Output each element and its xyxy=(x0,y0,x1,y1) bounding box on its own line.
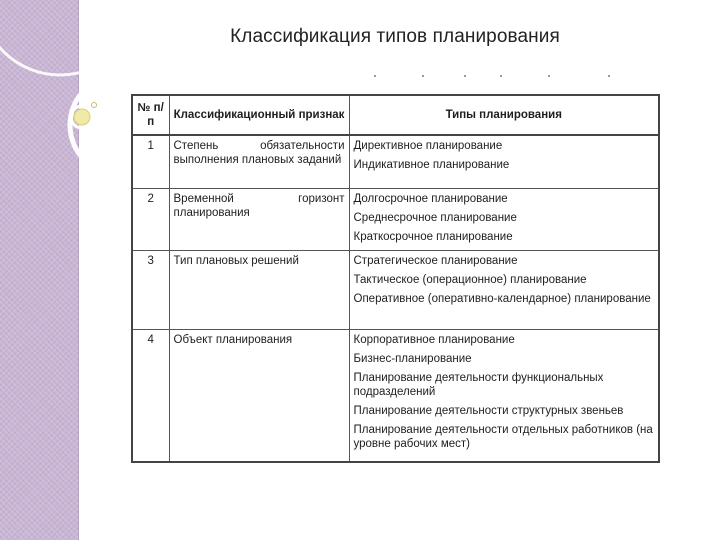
header-types: Типы планирования xyxy=(349,95,659,135)
type-item: Краткосрочное планирование xyxy=(353,231,513,243)
type-item: Бизнес-планирование xyxy=(353,353,472,365)
row-number: 1 xyxy=(132,135,169,189)
row-number: 3 xyxy=(132,251,169,330)
type-item: Оперативное (оперативно-календарное) планирование xyxy=(353,293,651,305)
table-row xyxy=(132,251,659,330)
row-types xyxy=(349,135,659,189)
row-types xyxy=(349,330,659,463)
header-criterion: Классификационный признак xyxy=(169,95,349,135)
type-item: Стратегическое планирование xyxy=(353,255,518,267)
row-types xyxy=(349,189,659,251)
type-item: Долгосрочное планирование xyxy=(353,193,508,205)
row-criterion: Объект планирования xyxy=(169,330,349,463)
row-criterion: Степень обязательности выполнения плановых заданий xyxy=(169,135,349,189)
type-item: Директивное планирование xyxy=(353,140,503,152)
table-row xyxy=(132,189,659,251)
type-item: Корпоративное планирование xyxy=(353,334,515,346)
table-row xyxy=(132,135,659,189)
type-item: Планирование деятельности функциональных подразделений xyxy=(353,372,604,398)
planning-types-table xyxy=(131,94,660,463)
type-item: Планирование деятельности структурных звеньев xyxy=(353,405,624,417)
type-item: Тактическое (операционное) планирование xyxy=(353,274,587,286)
decorative-side-band xyxy=(0,0,79,540)
deco-dot-small xyxy=(92,103,97,108)
table-header-row xyxy=(132,95,659,135)
type-item: Среднесрочное планирование xyxy=(353,212,517,224)
page-title: Классификация типов планирования xyxy=(230,26,560,47)
row-types xyxy=(349,251,659,330)
type-item: Планирование деятельности отдельных работников (на уровне рабочих мест) xyxy=(353,424,653,450)
row-number: 4 xyxy=(132,330,169,463)
decorative-specks xyxy=(372,75,612,79)
row-criterion: Тип плановых решений xyxy=(169,251,349,330)
table-row xyxy=(132,330,659,463)
row-criterion: Временной горизонт планирования xyxy=(169,189,349,251)
type-item: Индикативное планирование xyxy=(353,159,510,171)
header-number: № п/п xyxy=(132,95,169,135)
row-number: 2 xyxy=(132,189,169,251)
